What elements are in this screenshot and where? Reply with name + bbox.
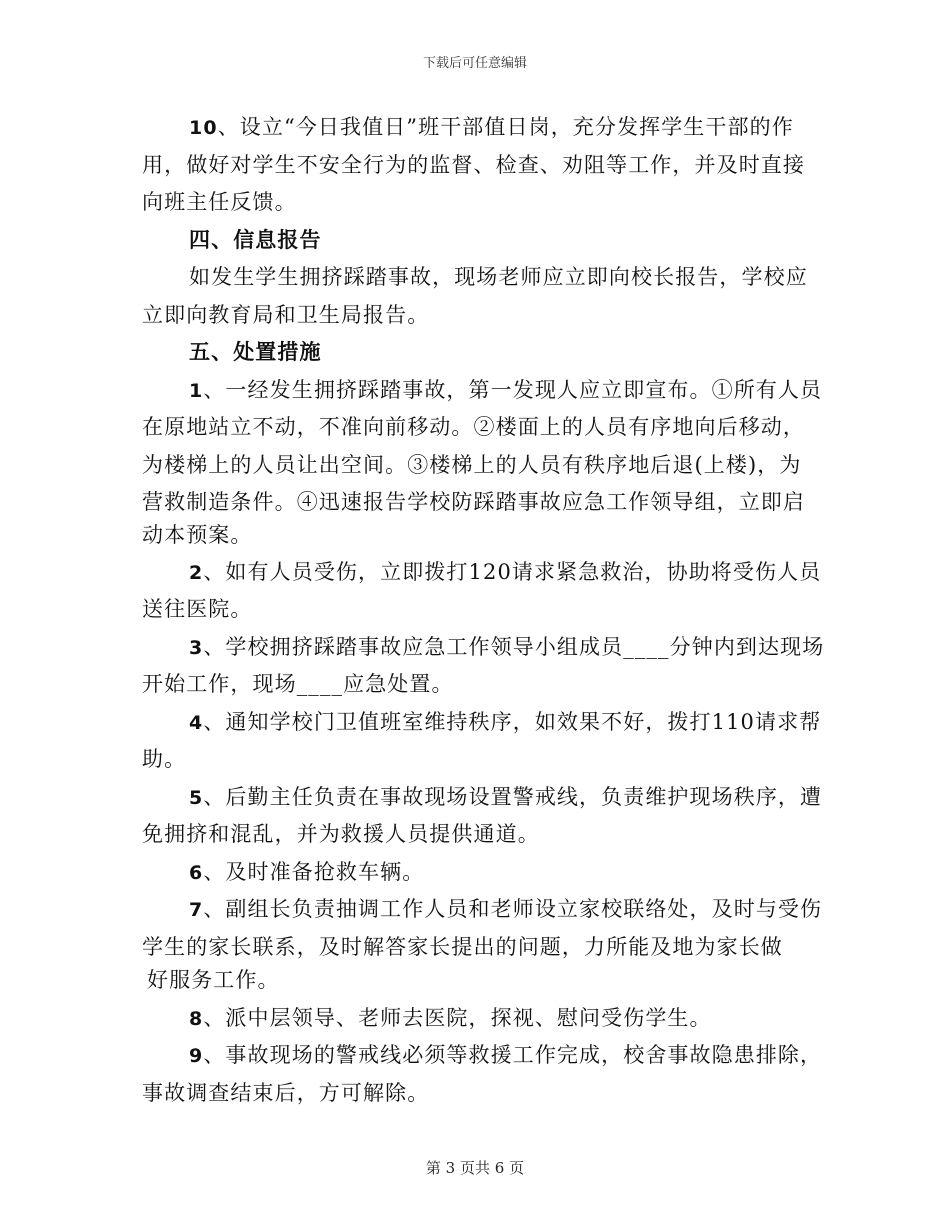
item-number: 4 xyxy=(189,712,204,734)
text-line: 4、通知学校门卫值班室维持秩序，如效果不好，拨打110请求帮 xyxy=(189,710,822,734)
text-line: 动本预案。 xyxy=(142,523,253,547)
text-line: 营救制造条件。④迅速报告学校防踩踏事故应急工作领导组，立即启 xyxy=(142,490,805,514)
text-line: 好服务工作。 xyxy=(147,968,280,992)
text-line: 7、副组长负责抽调工作人员和老师设立家校联络处，及时与受伤 xyxy=(189,897,823,921)
item-number: 10 xyxy=(189,117,218,139)
text-line: 学生的家长联系，及时解答家长提出的问题，力所能及地为家长做 xyxy=(142,935,783,959)
item-number: 5 xyxy=(189,787,204,809)
section-heading: 五、处置措施 xyxy=(189,339,322,364)
text-line: 助。 xyxy=(142,747,187,771)
text-line: 立即向教育局和卫生局报告。 xyxy=(142,303,430,327)
item-number: 2 xyxy=(189,562,204,584)
item-number: 6 xyxy=(189,862,204,884)
text-line: 送往医院。 xyxy=(142,597,253,621)
text-line: 8、派中层领导、老师去医院，探视、慰问受伤学生。 xyxy=(189,1006,712,1030)
text-line: 10、设立“今日我值日”班干部值日岗，充分发挥学生干部的作 xyxy=(189,115,794,139)
page-header: 下载后可任意编辑 xyxy=(422,56,527,71)
text-line: 开始工作，现场____应急处置。 xyxy=(142,672,454,696)
text-line: 2、如有人员受伤，立即拨打120请求紧急救治，协助将受伤人员 xyxy=(189,560,822,584)
item-number: 9 xyxy=(189,1045,204,1067)
item-number: 8 xyxy=(189,1008,204,1030)
page-footer: 第 3 页共 6 页 xyxy=(425,1159,525,1177)
item-number: 1 xyxy=(189,380,204,402)
text-line: 5、后勤主任负责在事故现场设置警戒线，负责维护现场秩序，遭 xyxy=(189,785,823,809)
text-line: 为楼梯上的人员让出空间。③楼梯上的人员有秩序地后退(上楼)，为 xyxy=(142,453,802,477)
section-heading: 四、信息报告 xyxy=(189,227,322,252)
text-line: 在原地站立不动，不准向前移动。②楼面上的人员有序地向后移动， xyxy=(142,415,805,439)
item-number: 7 xyxy=(189,899,204,921)
item-number: 3 xyxy=(189,637,204,659)
text-line: 免拥挤和混乱，并为救援人员提供通道。 xyxy=(142,822,540,846)
text-line: 用，做好对学生不安全行为的监督、检查、劝阻等工作，并及时直接 xyxy=(142,153,805,177)
text-line: 向班主任反馈。 xyxy=(142,190,297,214)
text-line: 1、一经发生拥挤踩踏事故，第一发现人应立即宣布。①所有人员 xyxy=(189,378,823,402)
text-line: 如发生学生拥挤踩踏事故，现场老师应立即向校长报告，学校应 xyxy=(189,265,808,289)
text-line: 9、事故现场的警戒线必须等救援工作完成，校舍事故隐患排除， xyxy=(189,1043,823,1067)
text-line: 事故调查结束后，方可解除。 xyxy=(142,1081,430,1105)
text-line: 6、及时准备抢救车辆。 xyxy=(189,860,425,884)
text-line: 3、学校拥挤踩踏事故应急工作领导小组成员____分钟内到达现场 xyxy=(189,635,825,659)
